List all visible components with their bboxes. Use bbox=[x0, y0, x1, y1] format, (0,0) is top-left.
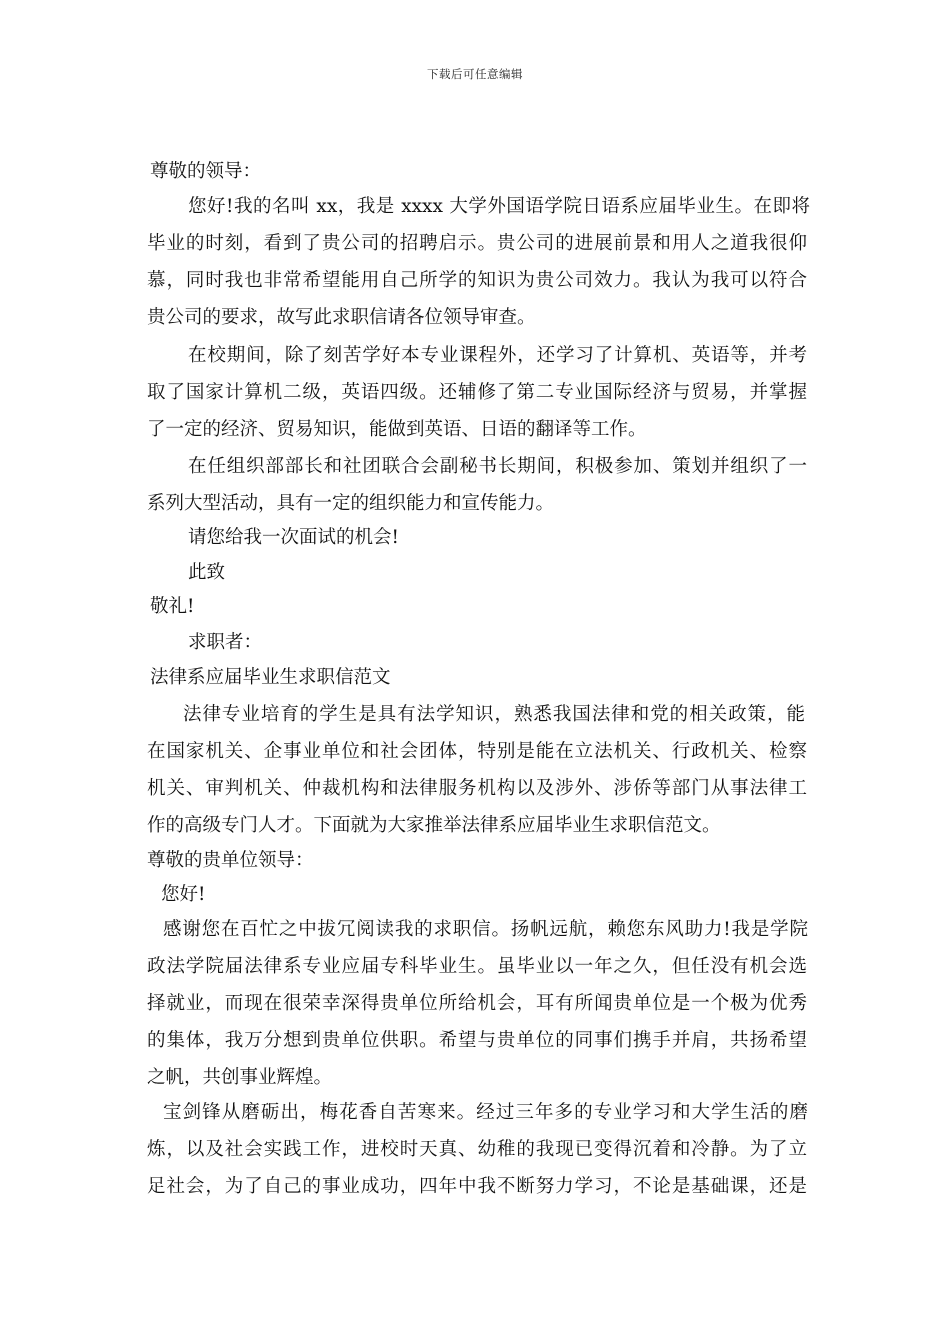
paragraph-line: 足社会，为了自己的事业成功，四年中我不断努力学习，不论是基础课，还是 bbox=[147, 1176, 807, 1197]
paragraph-line: 政法学院届法律系专业应届专科毕业生。虽毕业以一年之久，但任没有机会选 bbox=[147, 956, 807, 977]
paragraph-line: 您好!我的名叫 xx，我是 xxxx 大学外国语学院日语系应届毕业生。在即将 bbox=[188, 196, 810, 217]
paragraph-line: 感谢您在百忙之中拔冗阅读我的求职信。扬帆远航，赖您东风助力!我是学院 bbox=[163, 919, 808, 940]
paragraph-line: 在任组织部部长和社团联合会副秘书长期间，积极参加、策划并组织了一 bbox=[188, 456, 807, 477]
paragraph-line: 法律专业培育的学生是具有法学知识，熟悉我国法律和党的相关政策，能 bbox=[183, 704, 805, 725]
closing-line: 此致 bbox=[188, 562, 226, 583]
paragraph-line: 慕，同时我也非常希望能用自己所学的知识为贵公司效力。我认为我可以符合 bbox=[147, 270, 807, 291]
salutation: 尊敬的领导： bbox=[150, 161, 262, 182]
greeting: 您好! bbox=[161, 884, 206, 905]
paragraph-line: 取了国家计算机二级，英语四级。还辅修了第二专业国际经济与贸易，并掌握 bbox=[147, 382, 807, 403]
page-header: 下载后可任意编辑 bbox=[427, 67, 523, 81]
paragraph-line: 系列大型活动，具有一定的组织能力和宣传能力。 bbox=[147, 493, 555, 514]
paragraph-line: 机关、审判机关、仲裁机构和法律服务机构以及涉外、涉侨等部门从事法律工 bbox=[147, 778, 807, 799]
paragraph-line: 贵公司的要求，故写此求职信请各位领导审查。 bbox=[147, 307, 536, 328]
paragraph-line: 宝剑锋从磨砺出，梅花香自苦寒来。经过三年多的专业学习和大学生活的磨 bbox=[163, 1102, 808, 1123]
paragraph-line: 的集体，我万分想到贵单位供职。希望与贵单位的同事们携手并肩，共扬希望 bbox=[147, 1030, 807, 1051]
closing-line: 敬礼! bbox=[150, 596, 195, 617]
paragraph-line: 择就业，而现在很荣幸深得贵单位所给机会，耳有所闻贵单位是一个极为优秀 bbox=[147, 993, 807, 1014]
signature-line: 求职者： bbox=[188, 632, 263, 653]
paragraph-line: 毕业的时刻，看到了贵公司的招聘启示。贵公司的进展前景和用人之道我很仰 bbox=[147, 233, 807, 254]
paragraph-line: 作的高级专门人才。下面就为大家推举法律系应届毕业生求职信范文。 bbox=[147, 815, 721, 836]
paragraph-line: 之帆，共创事业辉煌。 bbox=[147, 1067, 333, 1088]
salutation: 尊敬的贵单位领导： bbox=[147, 850, 314, 871]
section-title: 法律系应届毕业生求职信范文 bbox=[150, 667, 391, 688]
paragraph-line: 炼，以及社会实践工作，进校时天真、幼稚的我现已变得沉着和冷静。为了立 bbox=[147, 1139, 807, 1160]
paragraph-line: 在校期间，除了刻苦学好本专业课程外，还学习了计算机、英语等，并考 bbox=[188, 345, 807, 366]
paragraph-line: 请您给我一次面试的机会! bbox=[188, 527, 399, 548]
paragraph-line: 在国家机关、企事业单位和社会团体，特别是能在立法机关、行政机关、检察 bbox=[147, 741, 807, 762]
paragraph-line: 了一定的经济、贸易知识，能做到英语、日语的翻译等工作。 bbox=[147, 419, 647, 440]
